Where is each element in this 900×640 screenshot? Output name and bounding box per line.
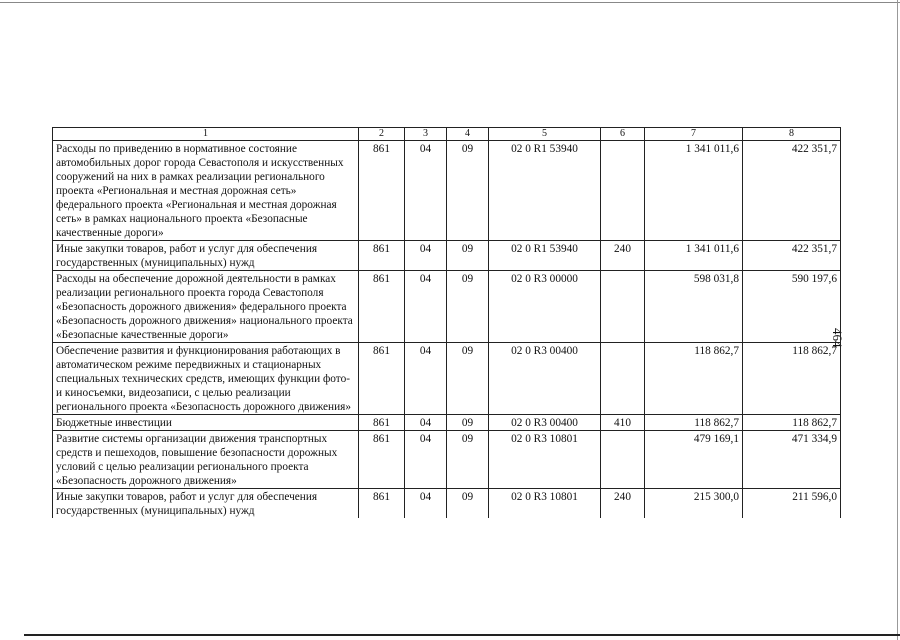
table-row — [53, 241, 841, 271]
target-article-code: 02 0 R3 00400 — [489, 415, 601, 431]
section-code: 04 — [405, 343, 447, 415]
subsection-code: 09 — [447, 141, 489, 241]
column-header: 8 — [743, 128, 841, 141]
target-article-code: 02 0 R1 53940 — [489, 241, 601, 271]
expense-type-code — [601, 343, 645, 415]
table-row — [53, 141, 841, 241]
expense-name: Расходы по приведению в нормативное состояние автомобильных дорог города Севастополя и искусственных сооружений на них в рамках реализации регионального проекта «Региональная и местная дорожная сеть» федерального проекта «Региональная и местная дорожная сеть» в рамках национального проекта «Безопасные качественные дороги» — [53, 141, 359, 241]
target-article-code: 02 0 R3 10801 — [489, 431, 601, 489]
expense-name: Иные закупки товаров, работ и услуг для обеспечения государственных (муниципальных) нужд — [53, 489, 359, 519]
ministry-code: 861 — [359, 489, 405, 519]
amount-year-2: 471 334,9 — [743, 431, 841, 489]
section-code: 04 — [405, 489, 447, 519]
target-article-code: 02 0 R3 00400 — [489, 343, 601, 415]
section-code: 04 — [405, 241, 447, 271]
amount-year-1: 598 031,8 — [645, 271, 743, 343]
expense-type-code: 410 — [601, 415, 645, 431]
expense-type-code: 240 — [601, 241, 645, 271]
expense-type-code — [601, 431, 645, 489]
ministry-code: 861 — [359, 431, 405, 489]
right-edge-line — [897, 0, 898, 640]
ministry-code: 861 — [359, 241, 405, 271]
expense-name: Иные закупки товаров, работ и услуг для обеспечения государственных (муниципальных) нужд — [53, 241, 359, 271]
expense-name: Бюджетные инвестиции — [53, 415, 359, 431]
column-header: 3 — [405, 128, 447, 141]
expense-type-code — [601, 271, 645, 343]
table-row — [53, 489, 841, 519]
top-edge-line — [0, 2, 900, 3]
subsection-code: 09 — [447, 271, 489, 343]
column-header: 2 — [359, 128, 405, 141]
column-header: 4 — [447, 128, 489, 141]
subsection-code: 09 — [447, 415, 489, 431]
section-code: 04 — [405, 271, 447, 343]
amount-year-2: 118 862,7 — [743, 415, 841, 431]
subsection-code: 09 — [447, 241, 489, 271]
section-code: 04 — [405, 415, 447, 431]
expense-type-code — [601, 141, 645, 241]
amount-year-1: 479 169,1 — [645, 431, 743, 489]
section-code: 04 — [405, 431, 447, 489]
budget-table — [52, 127, 841, 518]
column-header: 5 — [489, 128, 601, 141]
table-row — [53, 343, 841, 415]
expense-type-code: 240 — [601, 489, 645, 519]
column-header: 6 — [601, 128, 645, 141]
column-header: 1 — [53, 128, 359, 141]
amount-year-2: 590 197,6 — [743, 271, 841, 343]
expense-name: Обеспечение развития и функционирования работающих в автоматическом режиме передвижных и стационарных специальных технических средств, имеющих функции фото- и киносъемки, видеозаписи, с целью реализации регионального проекта «Безопасность дорожного движения» — [53, 343, 359, 415]
amount-year-2: 422 351,7 — [743, 141, 841, 241]
amount-year-2: 422 351,7 — [743, 241, 841, 271]
ministry-code: 861 — [359, 141, 405, 241]
page-number: 464 — [830, 328, 845, 348]
amount-year-2: 211 596,0 — [743, 489, 841, 519]
ministry-code: 861 — [359, 415, 405, 431]
section-code: 04 — [405, 141, 447, 241]
subsection-code: 09 — [447, 489, 489, 519]
subsection-code: 09 — [447, 343, 489, 415]
column-header: 7 — [645, 128, 743, 141]
amount-year-1: 215 300,0 — [645, 489, 743, 519]
target-article-code: 02 0 R3 10801 — [489, 489, 601, 519]
expense-name: Развитие системы организации движения транспортных средств и пешеходов, повышение безопасности дорожных условий с целью реализации регионального проекта «Безопасность дорожного движения» — [53, 431, 359, 489]
target-article-code: 02 0 R1 53940 — [489, 141, 601, 241]
ministry-code: 861 — [359, 271, 405, 343]
amount-year-1: 118 862,7 — [645, 415, 743, 431]
amount-year-1: 1 341 011,6 — [645, 241, 743, 271]
table-row — [53, 431, 841, 489]
subsection-code: 09 — [447, 431, 489, 489]
column-number-row — [53, 128, 841, 141]
target-article-code: 02 0 R3 00000 — [489, 271, 601, 343]
amount-year-1: 118 862,7 — [645, 343, 743, 415]
amount-year-1: 1 341 011,6 — [645, 141, 743, 241]
ministry-code: 861 — [359, 343, 405, 415]
table-row — [53, 271, 841, 343]
amount-year-2: 118 862,7 — [743, 343, 841, 415]
expense-name: Расходы на обеспечение дорожной деятельности в рамках реализации регионального проекта города Севастополя «Безопасность дорожного движения» федерального проекта «Безопасность дорожного движения» национального проекта «Безопасные качественные дороги» — [53, 271, 359, 343]
bottom-edge-line — [24, 634, 900, 636]
table-row — [53, 415, 841, 431]
